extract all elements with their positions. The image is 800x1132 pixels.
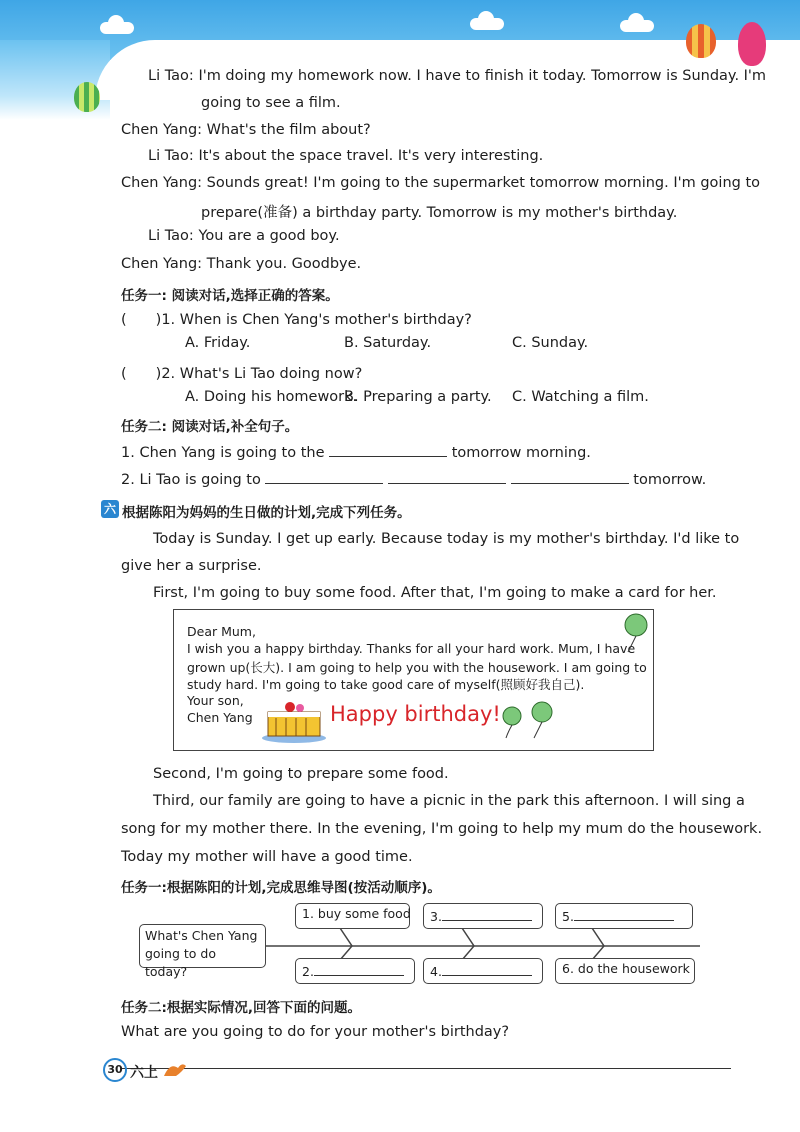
letter-line: I wish you a happy birthday. Thanks for all your hard work. Mum, I have	[187, 641, 636, 656]
letter-line: Dear Mum,	[187, 624, 256, 639]
dialogue-line: Chen Yang: Sounds great! I'm going to the supermarket tomorrow morning. I'm going to	[121, 175, 761, 191]
dialogue-line: Li Tao: You are a good boy.	[148, 228, 340, 244]
letter-line: Your son,	[187, 693, 244, 708]
mindmap-node-6: 6. do the housework	[555, 958, 695, 984]
section-number-badge: 六	[101, 500, 119, 518]
mindmap-node-3[interactable]: 3.	[423, 903, 543, 929]
paragraph: song for my mother there. In the evening, I'm going to help my mum do the housework.	[121, 821, 763, 837]
open-question: What are you going to do for your mother's birthday?	[121, 1024, 510, 1040]
mindmap-node-1: 1. buy some food	[295, 903, 410, 929]
task1-title: 任务一: 阅读对话,选择正确的答案。	[121, 288, 339, 304]
option-b: B. Preparing a party.	[344, 389, 492, 405]
letter-line: grown up(长大). I am going to help you with the housework. I am going to	[187, 660, 647, 675]
answer-task-title: 任务二:根据实际情况,回答下面的问题。	[121, 1000, 362, 1016]
sentence-1: 1. Chen Yang is going to the tomorrow morning.	[121, 442, 591, 461]
task2-title: 任务二: 阅读对话,补全句子。	[121, 419, 299, 435]
paragraph: Today is Sunday. I get up early. Because today is my mother's birthday. I'd like to	[153, 531, 740, 547]
question-2: ( )2. What's Li Tao doing now?	[121, 366, 363, 382]
letter-line: study hard. I'm going to take good care of myself(照顾好我自己).	[187, 677, 585, 692]
page-number: 30	[103, 1058, 127, 1082]
mindmap-node-5[interactable]: 5.	[555, 903, 693, 929]
mindmap-node-4[interactable]: 4.	[423, 958, 543, 984]
question-1: ( )1. When is Chen Yang's mother's birthday?	[121, 312, 472, 328]
paragraph: give her a surprise.	[121, 558, 262, 574]
letter-signature: Chen Yang	[187, 710, 253, 725]
dialogue-line: Chen Yang: What's the film about?	[121, 122, 371, 138]
happy-birthday-text: Happy birthday!	[330, 702, 501, 726]
paragraph: First, I'm going to buy some food. After that, I'm going to make a card for her.	[153, 585, 717, 601]
dialogue-line: Chen Yang: Thank you. Goodbye.	[121, 256, 362, 272]
answer-line[interactable]	[121, 1068, 731, 1069]
mindmap-task-title: 任务一:根据陈阳的计划,完成思维导图(按活动顺序)。	[121, 880, 441, 896]
mindmap-node-2[interactable]: 2.	[295, 958, 415, 984]
grade-label: 六上	[130, 1065, 158, 1081]
option-a: A. Doing his homework.	[185, 389, 358, 405]
option-a: A. Friday.	[185, 335, 251, 351]
option-c: C. Watching a film.	[512, 389, 649, 405]
dialogue-line: Li Tao: I'm doing my homework now. I have to finish it today. Tomorrow is Sunday. I'm	[148, 68, 767, 84]
sentence-2: 2. Li Tao is going to tomorrow.	[121, 469, 706, 488]
section-title: 根据陈阳为妈妈的生日做的计划,完成下列任务。	[122, 505, 411, 521]
option-c: C. Sunday.	[512, 335, 589, 351]
paragraph: Second, I'm going to prepare some food.	[153, 766, 449, 782]
paragraph: Third, our family are going to have a picnic in the park this afternoon. I will sing a	[153, 793, 745, 809]
paragraph: Today my mother will have a good time.	[121, 849, 413, 865]
dialogue-line: prepare(准备) a birthday party. Tomorrow is my mother's birthday.	[201, 205, 678, 221]
dialogue-line: Li Tao: It's about the space travel. It's very interesting.	[148, 148, 544, 164]
dialogue-line: going to see a film.	[201, 95, 341, 111]
bird-icon	[162, 1058, 188, 1080]
mindmap-center: What's Chen Yang going to do today?	[139, 924, 266, 968]
option-b: B. Saturday.	[344, 335, 432, 351]
